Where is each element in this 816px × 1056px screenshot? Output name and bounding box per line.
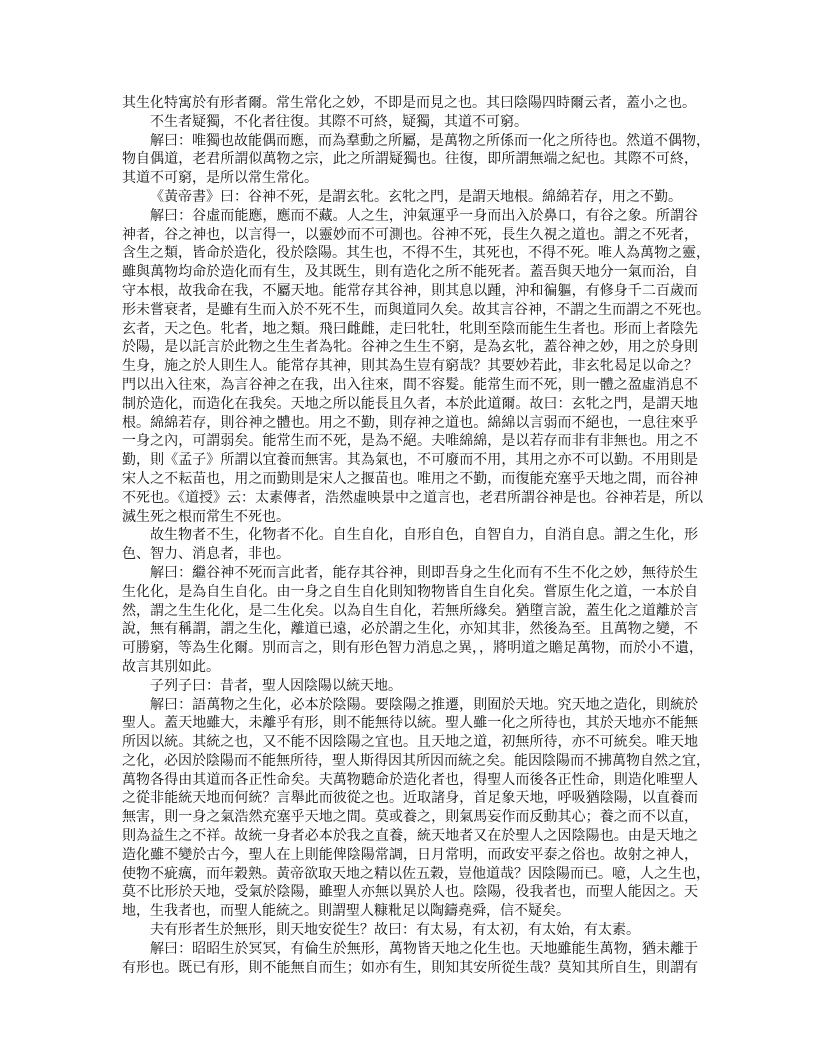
text-line: 解曰：谷虛而能應，應而不藏。人之生，沖氣運乎一身而出入於鼻口，有谷之象。所謂谷 <box>150 207 698 224</box>
text-line: 勤，則《孟子》所謂以宜養而無害。其為氣也，不可廢而不用，其用之亦不可以勤。不用則是 <box>122 452 698 469</box>
text-line: 雖與萬物均命於造化而有生，及其既生，則有造化之所不能死者。蓋吾與天地分一氣而治，自 <box>122 264 698 281</box>
text-line: 門以出入往來，為言谷神之在我，出入往來，間不容髮。能常生而不死，則一體之盈虛消息不 <box>122 376 698 393</box>
text-line: 故言其別如此。 <box>122 658 220 675</box>
paragraph <box>122 526 698 564</box>
paragraph <box>122 921 698 940</box>
text-line: 萬物各得由其道而各正性命矣。夫萬物聽命於造化者也，得聖人而後各正性命，則造化唯聖人 <box>122 771 698 788</box>
text-line: 故生物者不生，化物者不化。自生自化，自形自色，自智自力，自消自息。謂之生化，形 <box>150 527 698 544</box>
text-line: 莫不比形於天地，受氣於陰陽，雖聖人亦無以異於人也。陰陽，役我者也，而聖人能因之。天 <box>122 884 698 901</box>
text-line: 玄者，天之色。牝者，地之類。飛曰雌雌，走曰牝牡，牝則至陰而能生生者也。形而上者陰先 <box>122 320 698 337</box>
text-line: 地，生我者也，而聖人能統之。則謂聖人糠粃足以陶鑄堯舜，信不疑矣。 <box>122 903 570 920</box>
paragraph <box>122 207 710 527</box>
text-line: 所因以統。其統之也，又不能不因陰陽之宜也。且天地之道，初無所待，亦不可統矣。唯天地 <box>122 734 698 751</box>
text-line: 解曰：昭昭生於冥冥，有倫生於無形，萬物皆天地之化生也。天地雖能生萬物，猶未離于 <box>150 940 698 957</box>
text-line: 夫有形者生於無形，則天地安從生？故曰：有太易，有太初，有太始，有太素。 <box>150 922 640 939</box>
paragraph <box>122 113 698 132</box>
paragraph <box>122 677 698 696</box>
text-line: 制於造化，而造化在我矣。天地之所以能長且久者，本於此道爾。故曰：玄牝之門，是謂天地 <box>122 395 698 412</box>
paragraph <box>122 940 698 978</box>
text-line: 形未嘗衰者，是雖有生而入於不死不生，而與道同久矣。故其言谷神，不謂之生而謂之不死也。 <box>122 301 710 318</box>
text-line: 守本根，故我命在我，不屬天地。能常存其谷神，則其息以踵，沖和徧軀，有修身千二百歲而 <box>122 282 698 299</box>
text-line: 無害，則一身之氣浩然充塞乎天地之間。莫或養之，則氣馬妄作而反動其心；養之而不以直， <box>122 809 698 826</box>
text-line: 解曰：繼谷神不死而言此者，能存其谷神，則即吾身之生化而有不生不化之妙，無待於生 <box>150 564 698 581</box>
text-line: 使物不疵癘，而年穀熟。黃帝欲取天地之精以佐五穀，豈他道哉？因陰陽而已。噫，人之生也， <box>122 865 710 882</box>
text-line: 可勝窮，等為生化爾。別而言之，則有形色智力消息之異，，將明道之贍足萬物，而於小不遺， <box>122 640 703 657</box>
text-line: 然，謂之生生化化，是二生化矣。以為自生自化，若無所緣矣。猶墮言說，蓋生化之道離於言 <box>122 602 698 619</box>
paragraph <box>122 94 698 113</box>
text-line: 生身，施之於人則生人。能常存其神，則其為生豈有窮哉？其要妙若此，非玄牝曷足以命之？ <box>122 358 698 375</box>
text-line: 一身之內，可謂弱矣。能常生而不死，是為不絕。夫唯綿綿，是以若存而非有非無也。用之不 <box>122 433 698 450</box>
paragraph <box>122 696 710 922</box>
text-line: 宋人之不耘苗也，用之而勤則是宋人之揠苗也。唯用之不勤，而復能充塞乎天地之間，而谷神 <box>122 470 698 487</box>
text-line: 《黃帝書》曰：谷神不死，是謂玄牝。玄牝之門，是謂天地根。綿綿若存，用之不勤。 <box>150 188 682 205</box>
text-line: 根。綿綿若存，則谷神之體也。用之不勤，則存神之道也。綿綿以言弱而不絕也，一息往來乎 <box>122 414 698 431</box>
text-line: 其生化特寓於有形者爾。常生常化之妙，不即是而見之也。其曰陰陽四時爾云者，蓋小之也。 <box>122 95 696 111</box>
text-line: 不死也。《道授》云：太素傳者，浩然虛映景中之道言也，老君所謂谷神是也。谷神若是，所以 <box>122 489 703 506</box>
text-line: 物自偶道，老君所謂似萬物之宗，此之所謂疑獨也。往復，即所謂無端之紀也。其際不可終， <box>122 151 698 168</box>
text-line: 造化雖不變於古今，聖人在上則能俾陰陽常調，日月常明，而政安平泰之俗也。故射之神人， <box>122 846 698 863</box>
paragraph <box>122 188 698 207</box>
text-line: 子列子曰：昔者，聖人因陰陽以統天地。 <box>150 677 402 694</box>
text-line: 之化，必因於陰陽而不能無所待，聖人斯得因其所因而統之矣。能因陰陽而不拂萬物自然之宜， <box>122 752 710 769</box>
text-line: 則為益生之不祥。故統一身者必本於我之直養，統天地者又在於聖人之因陰陽也。由是天地之 <box>122 828 698 845</box>
text-line: 滅生死之根而常生不死也。 <box>122 508 290 525</box>
text-line: 說，無有稱謂，謂之生化，離道已遠，必於謂之生化，亦知其非，然後為至。且萬物之變，不 <box>122 621 698 638</box>
text-line: 不生者疑獨，不化者往復。其際不可終，疑獨，其道不可窮。 <box>150 113 528 130</box>
text-line: 有形也。既已有形，則不能無自而生；如亦有生，則知其安所從生哉？莫知其所自生，則謂有 <box>122 959 698 976</box>
text-line: 於陽，是以託言於此物之生生者為牝。谷神之生生不窮，是為玄牝，蓋谷神之妙，用之於身則 <box>122 339 698 356</box>
paragraph <box>122 564 703 677</box>
document-page <box>122 94 710 977</box>
paragraph <box>122 132 710 188</box>
text-line: 含生之類，皆命於造化，役於陰陽。其生也，不得不生，其死也，不得不死。唯人為萬物之靈， <box>122 245 710 262</box>
text-line: 色、智力、消息者，非也。 <box>122 546 290 563</box>
text-line: 解曰：語萬物之生化，必本於陰陽。要陰陽之推遷，則囿於天地。究天地之造化，則統於 <box>150 696 698 713</box>
text-line: 其道不可窮，是所以常生常化。 <box>122 170 318 187</box>
text-line: 神者，谷之神也，以言得一，以靈妙而不可測也。谷神不死，長生久視之道也。謂之不死者， <box>122 226 698 243</box>
text-line: 聖人。蓋天地雖大，未離乎有形，則不能無待以統。聖人雖一化之所待也，其於天地亦不能無 <box>122 715 698 732</box>
text-line: 解曰：唯獨也故能偶而應，而為羣動之所屬，是萬物之所係而一化之所待也。然道不偶物， <box>150 132 710 149</box>
text-line: 生化化，是為自生自化。由一身之自生自化則知物物皆自生自化矣。嘗原生化之道，一本於自 <box>122 583 698 600</box>
text-line: 之從非能統天地而何統？言舉此而彼從之也。近取諸身，首足象天地，呼吸猶陰陽，以直養而 <box>122 790 698 807</box>
